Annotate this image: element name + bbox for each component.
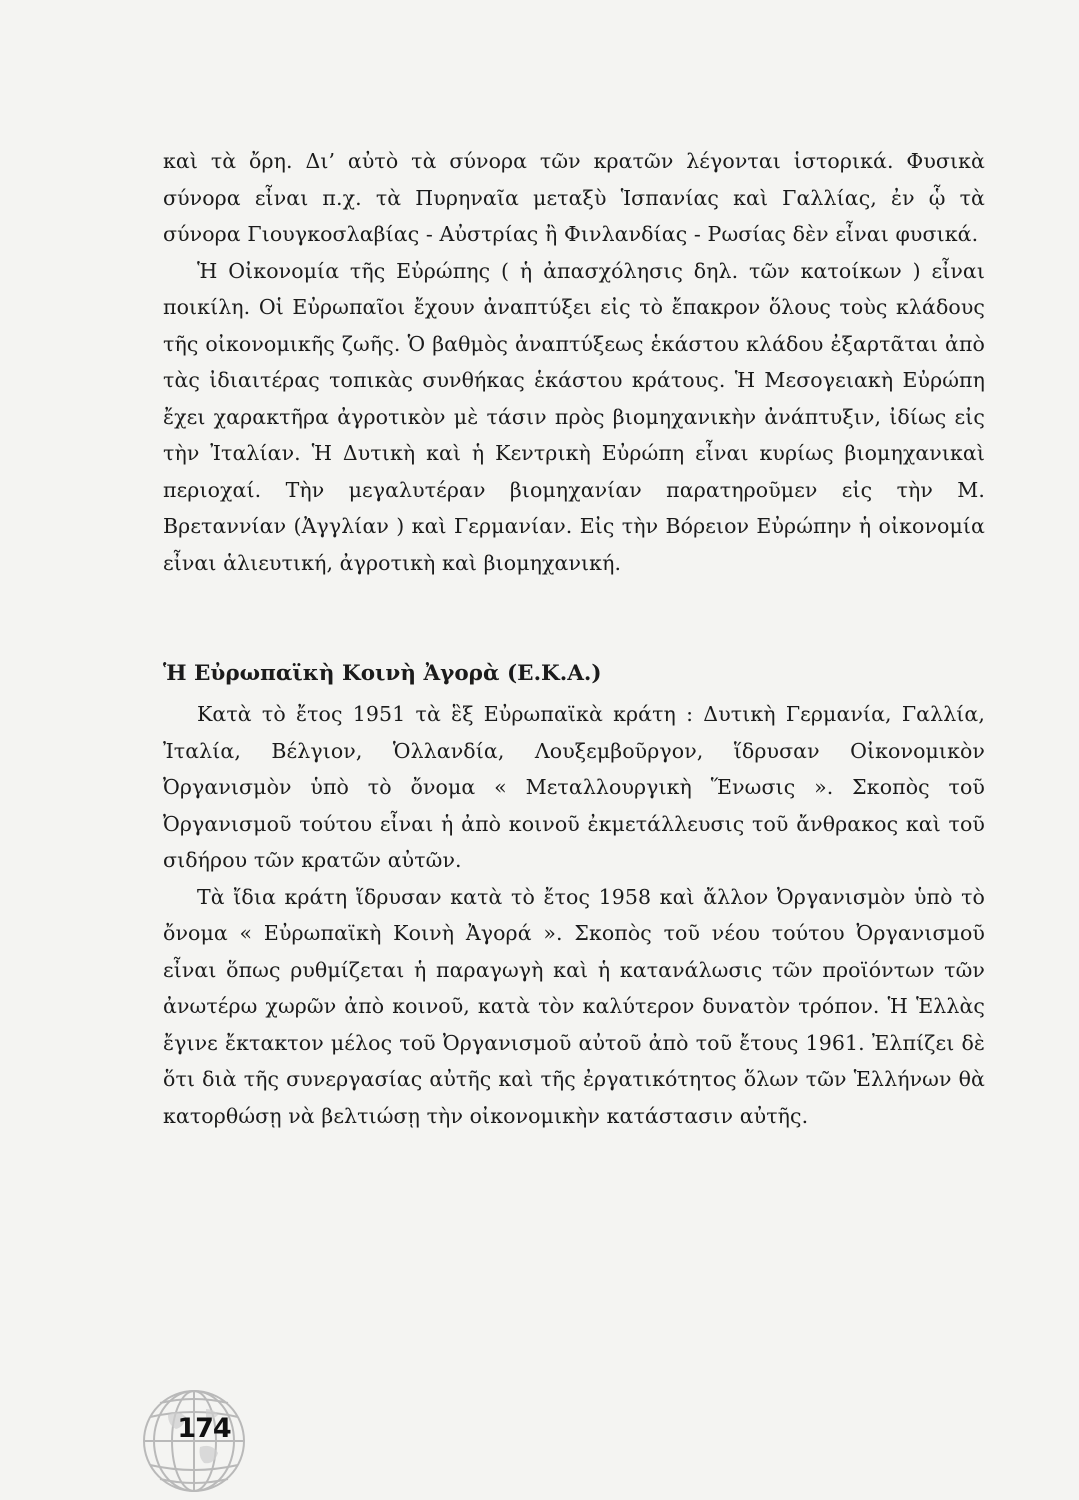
paragraph-economy: Ἡ Οἰκονομία τῆς Εὐρώπης ( ἡ ἀπασχόλησις δηλ. τῶν κατοίκων ) εἶναι ποικίλη. Οἱ Εὐρωπαῖοι ἔχουν ἀναπτύξει εἰς τὸ ἔπακρον ὅλους τοὺς κλάδους τῆς οἰκονομικῆς ζωῆς. Ὁ βαθμὸς ἀναπτύξεως ἑκάστου κλάδου ἐξαρτᾶται ἀπὸ τὰς ἰδιαιτέρας τοπικὰς συνθήκας ἑκάστου κράτους. Ἡ Μεσογειακὴ Εὐρώπη ἔχει χαρακτῆρα ἀγροτικὸν μὲ τάσιν πρὸς βιομηχανικὴν ἀνάπτυξιν, ἰδίως εἰς τὴν Ἰταλίαν. Ἡ Δυτικὴ καὶ ἡ Κεντρικὴ Εὐρώπη εἶναι κυρίως βιομηχανικαὶ περιοχαί. Τὴν μεγαλυτέραν βιομηχανίαν παρατηροῦμεν εἰς τὴν Μ. Βρεταννίαν (Ἀγγλίαν ) καὶ Γερμανίαν. Εἰς τὴν Βόρειον Εὐρώπην ἡ οἰκονομία εἶναι ἁλιευτική, ἀγροτικὴ καὶ βιομηχανική. — [163, 258, 985, 575]
body-text-after-heading — [163, 696, 985, 1134]
page-number-badge — [138, 1385, 250, 1497]
page-number: 174 — [177, 1413, 231, 1444]
section-heading: Ἡ Εὐρωπαϊκὴ Κοινὴ Ἀγορὰ (Ε.Κ.Α.) — [163, 661, 602, 686]
paragraph-1951: Κατὰ τὸ ἔτος 1951 τὰ ἓξ Εὐρωπαϊκὰ κράτη : Δυτικὴ Γερμανία, Γαλλία, Ἰταλία, Βέλγιον, Ὁλλανδία, Λουξεμβοῦργον, ἵδρυσαν Οἰκονομικὸν Ὀργανισμὸν ὑπὸ τὸ ὄνομα « Μεταλλουργικὴ Ἕνωσις ». Σκοπὸς τοῦ Ὀργανισμοῦ τούτου εἶναι ἡ ἀπὸ κοινοῦ ἐκμετάλλευσις τοῦ ἄνθρακος καὶ τοῦ σιδήρου τῶν κρατῶν αὐτῶν. — [163, 702, 985, 872]
body-text-before-heading — [163, 143, 985, 581]
paragraph-borders: καὶ τὰ ὄρη. Δι’ αὐτὸ τὰ σύνορα τῶν κρατῶν λέγονται ἱστορικά. Φυσικὰ σύνορα εἶναι π.χ. τὰ Πυρηναῖα μεταξὺ Ἱσπανίας καὶ Γαλλίας, ἐν ᾧ τὰ σύνορα Γιουγκοσλαβίας - Αὐστρίας ἢ Φινλανδίας - Ρωσίας δὲν εἶναι φυσικά. — [163, 149, 985, 246]
paragraph-1958: Τὰ ἴδια κράτη ἵδρυσαν κατὰ τὸ ἔτος 1958 καὶ ἄλλον Ὀργανισμὸν ὑπὸ τὸ ὄνομα « Εὐρωπαϊκὴ Κοινὴ Ἀγορά ». Σκοπὸς τοῦ νέου τούτου Ὀργανισμοῦ εἶναι ὅπως ρυθμίζεται ἡ παραγωγὴ καὶ ἡ κατανάλωσις τῶν προϊόντων τῶν ἀνωτέρω χωρῶν ἀπὸ κοινοῦ, κατὰ τὸν καλύτερον δυνατὸν τρόπον. Ἡ Ἑλλὰς ἔγινε ἔκτακτον μέλος τοῦ Ὀργανισμοῦ αὐτοῦ ἀπὸ τοῦ ἔτους 1961. Ἐλπίζει δὲ ὅτι διὰ τῆς συνεργασίας αὐτῆς καὶ τῆς ἐργατικότητος ὅλων τῶν Ἑλλήνων θὰ κατορθώσῃ νὰ βελτιώσῃ τὴν οἰκονομικὴν κατάστασιν αὐτῆς. — [163, 884, 985, 1128]
